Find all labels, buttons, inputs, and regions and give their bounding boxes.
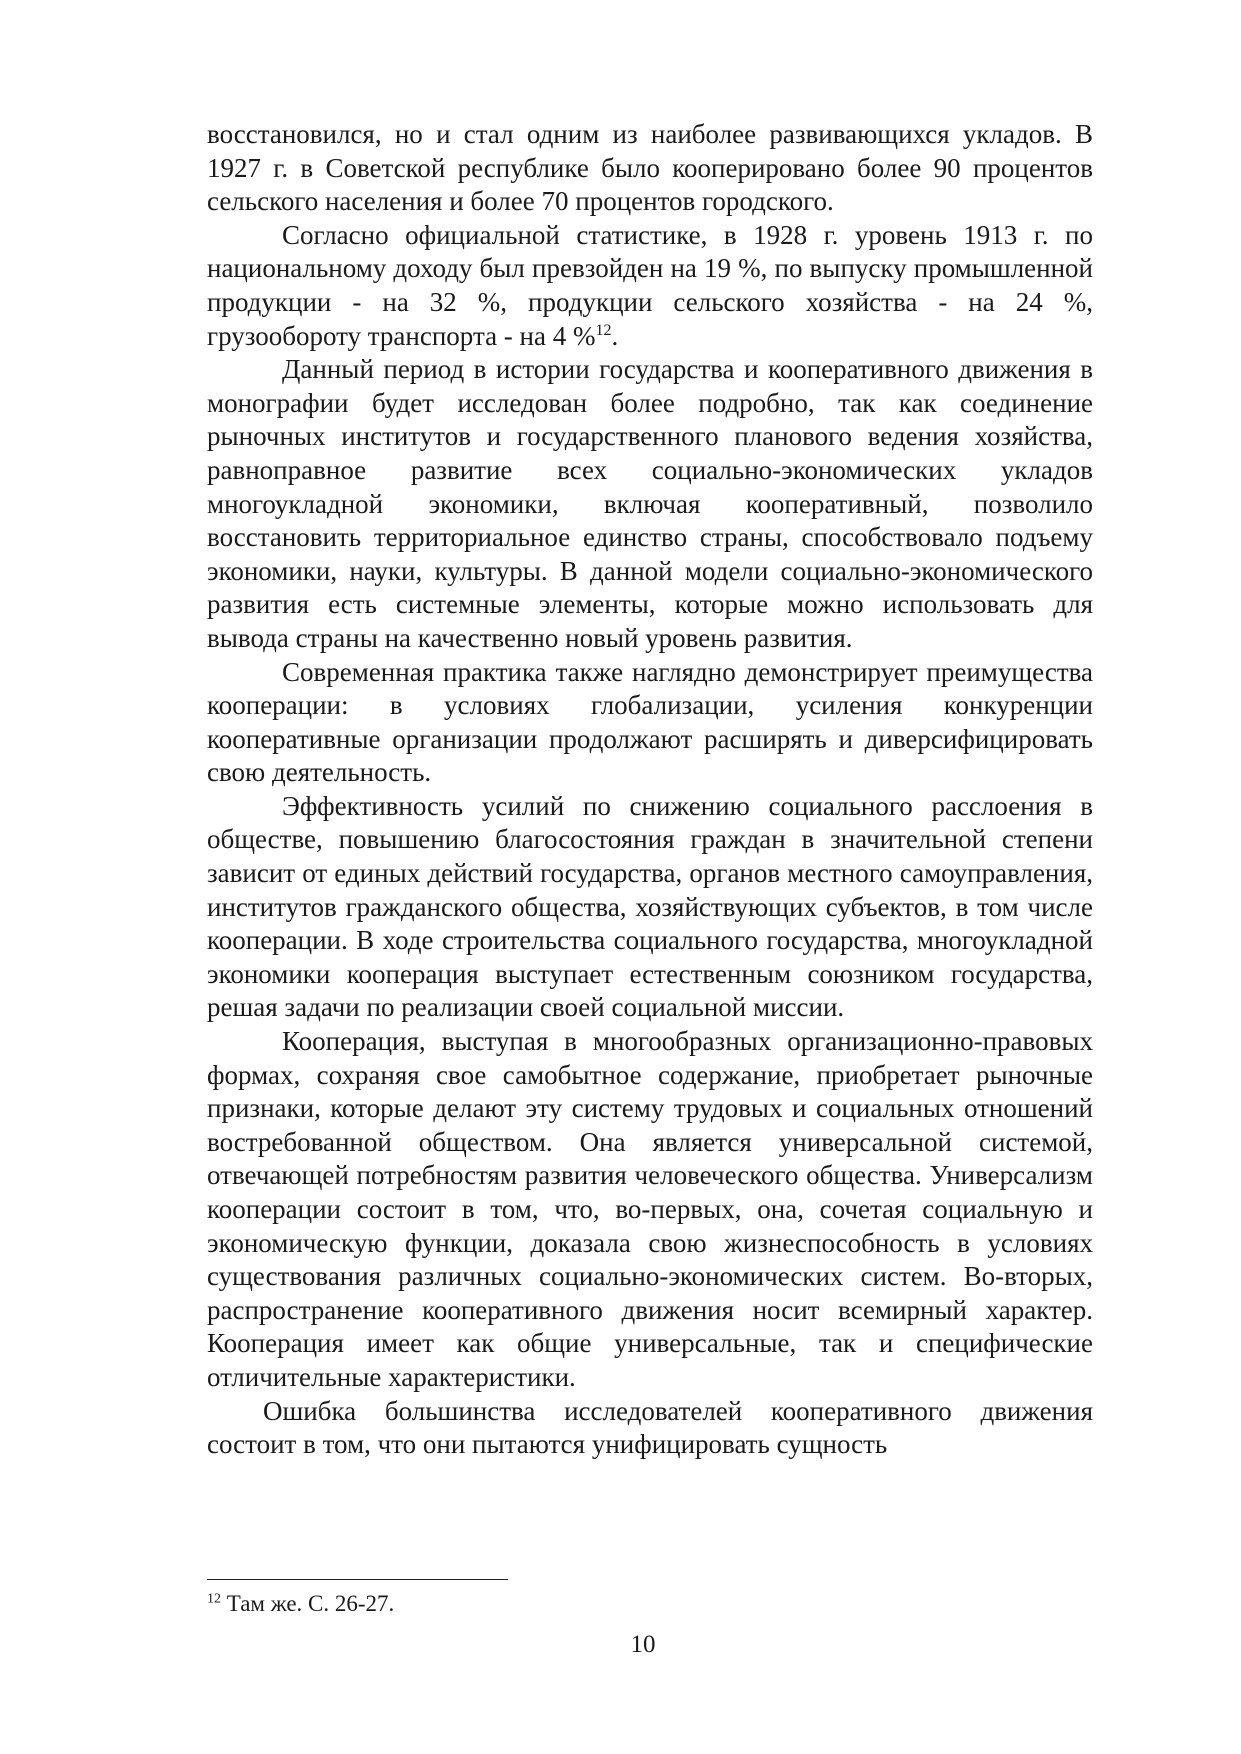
page-number: 10 xyxy=(630,1631,656,1658)
footnote-separator xyxy=(207,1579,508,1580)
footnote-number: 12 xyxy=(207,1591,221,1607)
footnote-text: Там же. С. 26-27. xyxy=(226,1591,395,1616)
paragraph-2-text: Согласно официальной статистике, в 1928 г. уровень 1913 г. по национальному доходу был превзойден на 19 %, по выпуску промышленной продукции - на 32 %, продукции сельского хозяйства - на 24 %, грузообороту транспорта - на 4 % xyxy=(207,219,1093,351)
footnote xyxy=(207,1590,394,1618)
paragraph-2 xyxy=(207,219,1093,353)
paragraph-1: восстановился, но и стал одним из наиболее развивающихся укладов. В 1927 г. в Советской республике было кооперировано более 90 процентов сельского населения и более 70 процентов городского. xyxy=(207,119,1093,217)
paragraph-4: Современная практика также наглядно демонстрирует преимущества кооперации: в условиях глобализации, усиления конкуренции кооперативные организации продолжают расширять и диверсифицировать свою деятельность. xyxy=(207,656,1093,788)
paragraph-3: Данный период в истории государства и кооперативного движения в монографии будет исследован более подробно, так как соединение рыночных институтов и государственного планового ведения хозяйства, равноправное развитие всех социально-экономических укладов многоукладной экономики, включая кооперативный, позволило восстановить территориальное единство страны, способствовало подъему экономики, науки, культуры. В данной модели социально-экономического развития есть системные элементы, которые можно использовать для вывода страны на качественно новый уровень развития. xyxy=(207,354,1093,653)
paragraph-5: Эффективность усилий по снижению социального расслоения в обществе, повышению благосостояния граждан в значительной степени зависит от единых действий государства, органов местного самоуправления, институтов гражданского общества, хозяйствующих субъектов, в том числе кооперации. В ходе строительства социального государства, многоукладной экономики кооперация выступает естественным союзником государства, решая задачи по реализации своей социальной миссии. xyxy=(207,790,1093,1023)
paragraph-6: Кооперация, выступая в многообразных организационно-правовых формах, сохраняя свое самобытное содержание, приобретает рыночные признаки, которые делают эту систему трудовых и социальных отношений востребованной обществом. Она является универсальной системой, отвечающей потребностям развития человеческого общества. Универсализм кооперации состоит в том, что, во-первых, она, сочетая социальную и экономическую функции, доказала свою жизнеспособность в условиях существования различных социально-экономических систем. Во-вторых, распространение кооперативного движения носит всемирный характер. Кооперация имеет как общие универсальные, так и специфические отличительные характеристики. xyxy=(207,1026,1093,1392)
page-body xyxy=(207,118,1093,1462)
footnote-reference[interactable]: 12 xyxy=(595,321,612,339)
paragraph-2-trailing: . xyxy=(611,320,619,351)
paragraph-7: Ошибка большинства исследователей кооперативного движения состоит в том, что они пытаются унифицировать сущность xyxy=(207,1395,1093,1460)
